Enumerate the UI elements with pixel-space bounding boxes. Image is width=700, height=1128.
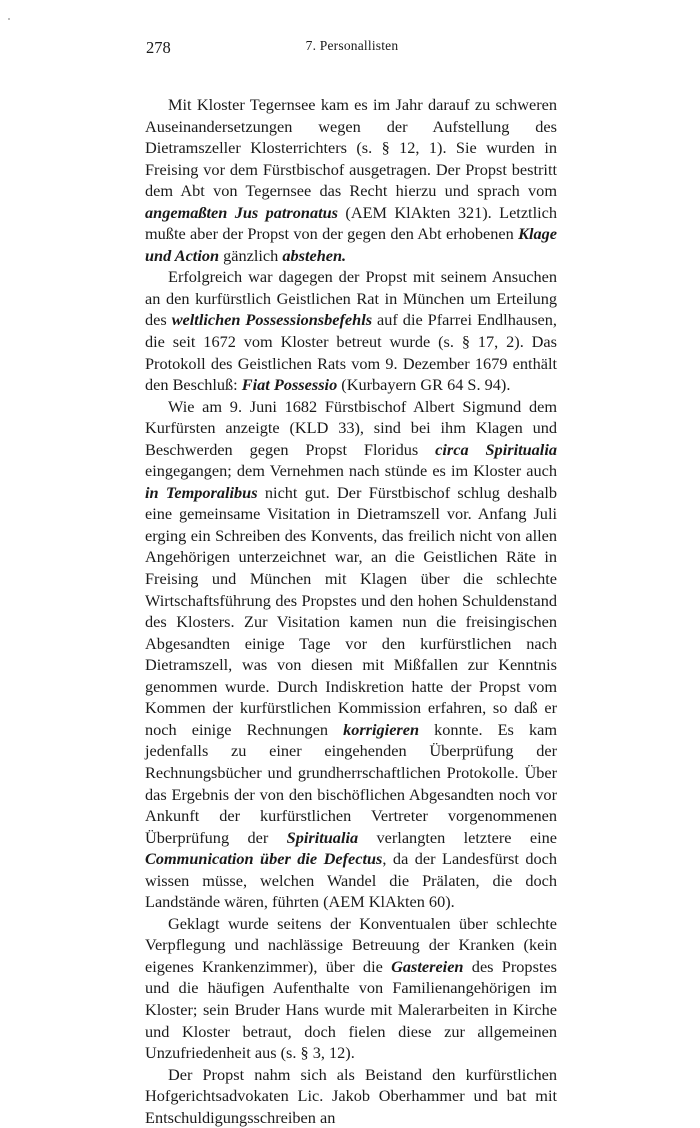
paragraph <box>145 94 557 266</box>
text-run: Geklagt wurde seitens der Konventualen über schlechte Verpflegung und nachlässige Betreuung der Kranken (kein eigenes Krankenzimmer), über die <box>145 913 557 976</box>
text-run: verlangten letztere eine <box>358 827 557 847</box>
page-number: 278 <box>146 38 171 57</box>
paragraph <box>145 266 557 395</box>
text-run: konnte. Es kam jedenfalls zu einer eingehenden Überprüfung der Rechnungsbücher und grundherrschaftlichen Protokolle. Über das Ergebnis der von den bischöflichen Abgesandten noch vor Ankunft der kurfürstlichen Vertreter vorgenommenen Überprüfung der <box>145 719 557 847</box>
text-run: eingegangen; dem Vernehmen nach stünde es im Kloster auch <box>145 461 557 481</box>
text-run: auf die Pfarrei Endlhausen, die seit 1672 vom Kloster betreut wurde (s. § 17, 2). Das Protokoll des Geistlichen Rats vom 9. Dezember 1679 enthält den Beschluß: <box>145 310 557 395</box>
italic-phrase: Gastereien <box>391 956 464 976</box>
page-header <box>146 38 558 64</box>
paragraph <box>145 913 557 1064</box>
paragraph <box>145 396 557 913</box>
italic-phrase: abstehen. <box>282 245 347 265</box>
running-head: 7. Personallisten <box>305 38 399 53</box>
text-run: Erfolgreich war dagegen der Propst mit seinem Ansuchen an den kurfürstlich Geistlichen Rat in München um Erteilung des <box>145 267 557 330</box>
text-run: Wie am 9. Juni 1682 Fürstbischof Albert Sigmund dem Kurfürsten anzeigte (KLD 33), sind bei ihm Klagen und Beschwerden gegen Propst Floridus <box>145 396 557 459</box>
text-run: Mit Kloster Tegernsee kam es im Jahr darauf zu schweren Auseinandersetzungen wegen der Aufstellung des Dietramszeller Klosterrichters (s. § 12, 1). Sie wurden in Freising vor dem Fürstbischof ausgetragen. Der Propst bestritt dem Abt von Tegernsee das Recht hierzu und sprach vom <box>145 95 557 201</box>
text-run: (AEM KlAkten 321). Letztlich mußte aber der Propst von der gegen den Abt erhobenen <box>145 202 557 244</box>
italic-phrase: circa Spiritualia <box>435 439 557 459</box>
text-run: gänzlich <box>219 245 283 265</box>
text-run: Der Propst nahm sich als Beistand den kurfürstlichen Hofgerichtsadvokaten Lic. Jakob Oberhammer und bat mit Entschuldigungsschreiben an <box>145 1064 557 1127</box>
italic-phrase: Spiritualia <box>286 827 359 847</box>
italic-phrase: in Temporalibus <box>145 482 258 502</box>
text-run: nicht gut. Der Fürstbischof schlug deshalb eine gemeinsame Visitation in Dietramszell vor. Anfang Juli erging ein Schreiben des Konvents, das freilich nicht von allen Angehörigen unterzeichnet war, an die Geistlichen Räte in Freising und München mit Klagen über die schlechte Wirtschaftsführung des Propstes und den hohen Schuldenstand des Klosters. Zur Visitation kamen nun die freisingischen Abgesandten einige Tage vor den kurfürstlichen nach Dietramszell, was von diesen mit Mißfallen zur Kenntnis genommen wurde. Durch Indiskretion hatte der Propst vom Kommen der kurfürstlichen Kommission erfahren, so daß er noch einige Rechnungen <box>145 482 557 739</box>
text-run: des Propstes und die häufigen Aufenthalte von Familienangehörigen im Kloster; sein Bruder Hans wurde mit Malerarbeiten in Kirche und Kloster betraut, doch fielen diese zur allgemeinen Unzufriedenheit aus (s. § 3, 12). <box>145 956 557 1063</box>
body-text <box>145 94 557 1128</box>
italic-phrase: Fiat Possessio <box>241 375 338 395</box>
italic-phrase: angemaßten Jus patronatus <box>145 202 339 222</box>
italic-phrase: Klage und Action <box>145 224 557 265</box>
text-run: , da der Landesfürst doch wissen müsse, welchen Wandel die Prälaten, die doch Landstände wären, führten (AEM KlAkten 60). <box>145 849 557 912</box>
italic-phrase: Communication über die Defectus <box>145 849 383 869</box>
scan-mark <box>8 18 10 20</box>
italic-phrase: weltlichen Possessionsbefehls <box>171 310 373 330</box>
paragraph <box>145 1064 557 1128</box>
italic-phrase: korrigieren <box>343 719 420 739</box>
text-run: (Kurbayern GR 64 S. 94). <box>337 375 511 395</box>
